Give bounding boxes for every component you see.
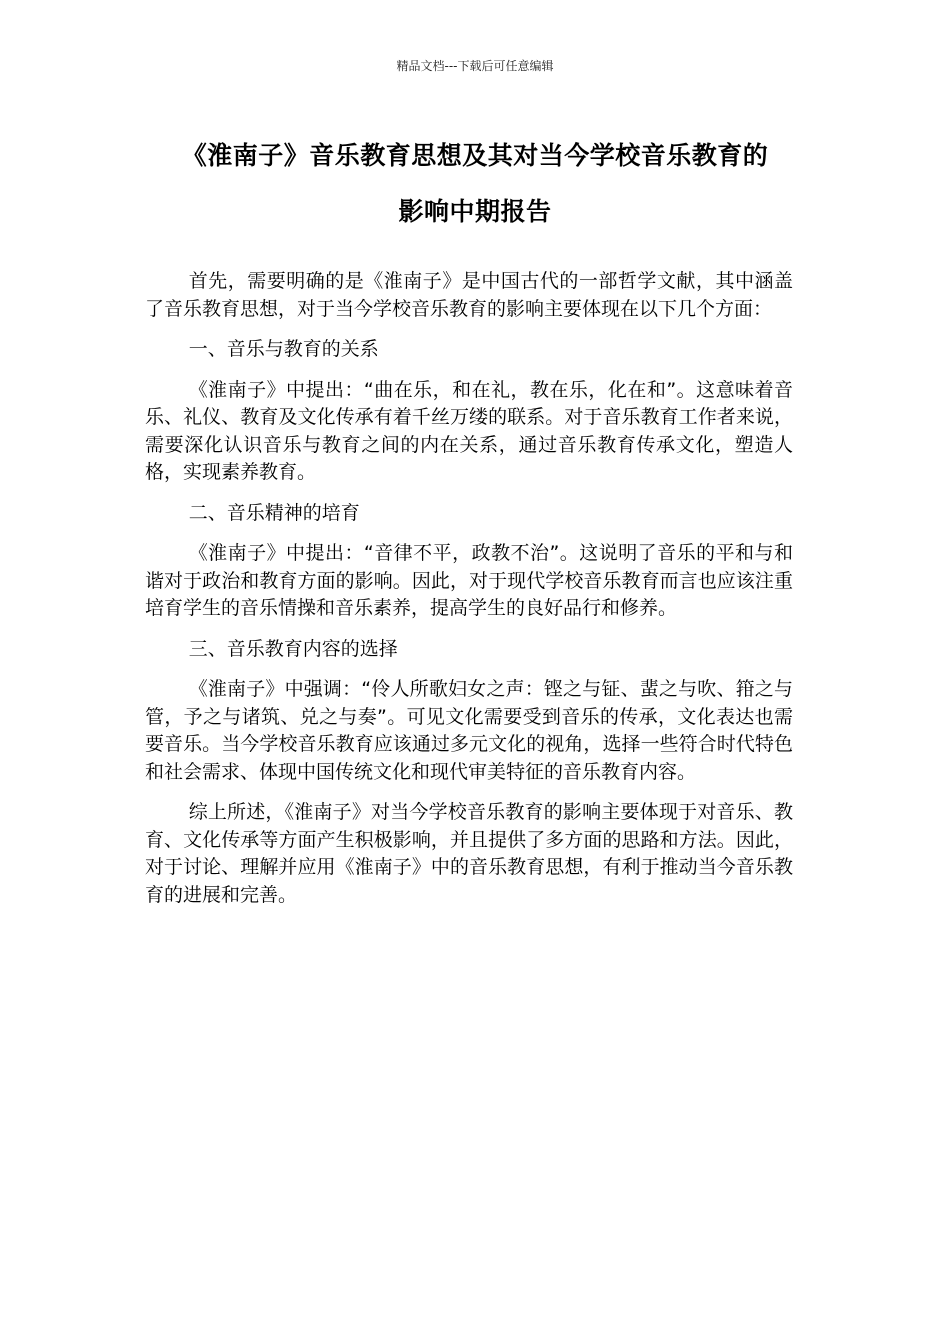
document-body [145, 268, 793, 922]
document-title-line-1: 《淮南子》音乐教育思想及其对当今学校音乐教育的 [181, 141, 769, 170]
section-heading-3: 三、音乐教育内容的选择 [188, 637, 398, 660]
page-header-watermark: 精品文档---下载后可任意编辑 [396, 59, 554, 73]
intro-paragraph: 首先，需要明确的是《淮南子》是中国古代的一部哲学文献，其中涵盖了音乐教育思想，对于当今学校音乐教育的影响主要体现在以下几个方面： [145, 270, 793, 320]
section-paragraph-2: 《淮南子》中提出：“音律不平，政教不治”。这说明了音乐的平和与和谐对于政治和教育方面的影响。因此，对于现代学校音乐教育而言也应该注重培育学生的音乐情操和音乐素养，提高学生的良好品行和修养。 [145, 542, 793, 619]
section-heading-1: 一、音乐与教育的关系 [188, 338, 379, 360]
section-paragraph-1: 《淮南子》中提出：“曲在乐，和在礼，教在乐，化在和”。这意味着音乐、礼仪、教育及文化传承有着千丝万缕的联系。对于音乐教育工作者来说，需要深化认识音乐与教育之间的内在关系，通过音乐教育传承文化，塑造人格，实现素养教育。 [145, 378, 793, 483]
section-paragraph-3: 《淮南子》中强调：“伶人所歌妇女之声：铿之与钲、蜚之与吹、箝之与管，予之与诸筑、兑之与奏”。可见文化需要受到音乐的传承，文化表达也需要音乐。当今学校音乐教育应该通过多元文化的视角，选择一些符合时代特色和社会需求、体现中国传统文化和现代审美特征的音乐教育内容。 [145, 678, 793, 783]
document-title-line-2: 影响中期报告 [398, 197, 552, 226]
section-heading-2: 二、音乐精神的培育 [188, 501, 360, 524]
document-title [120, 128, 830, 240]
conclusion-paragraph: 综上所述，《淮南子》对当今学校音乐教育的影响主要体现于对音乐、教育、文化传承等方面产生积极影响，并且提供了多方面的思路和方法。因此，对于讨论、理解并应用《淮南子》中的音乐教育思想，有利于推动当今音乐教育的进展和完善。 [145, 801, 793, 906]
